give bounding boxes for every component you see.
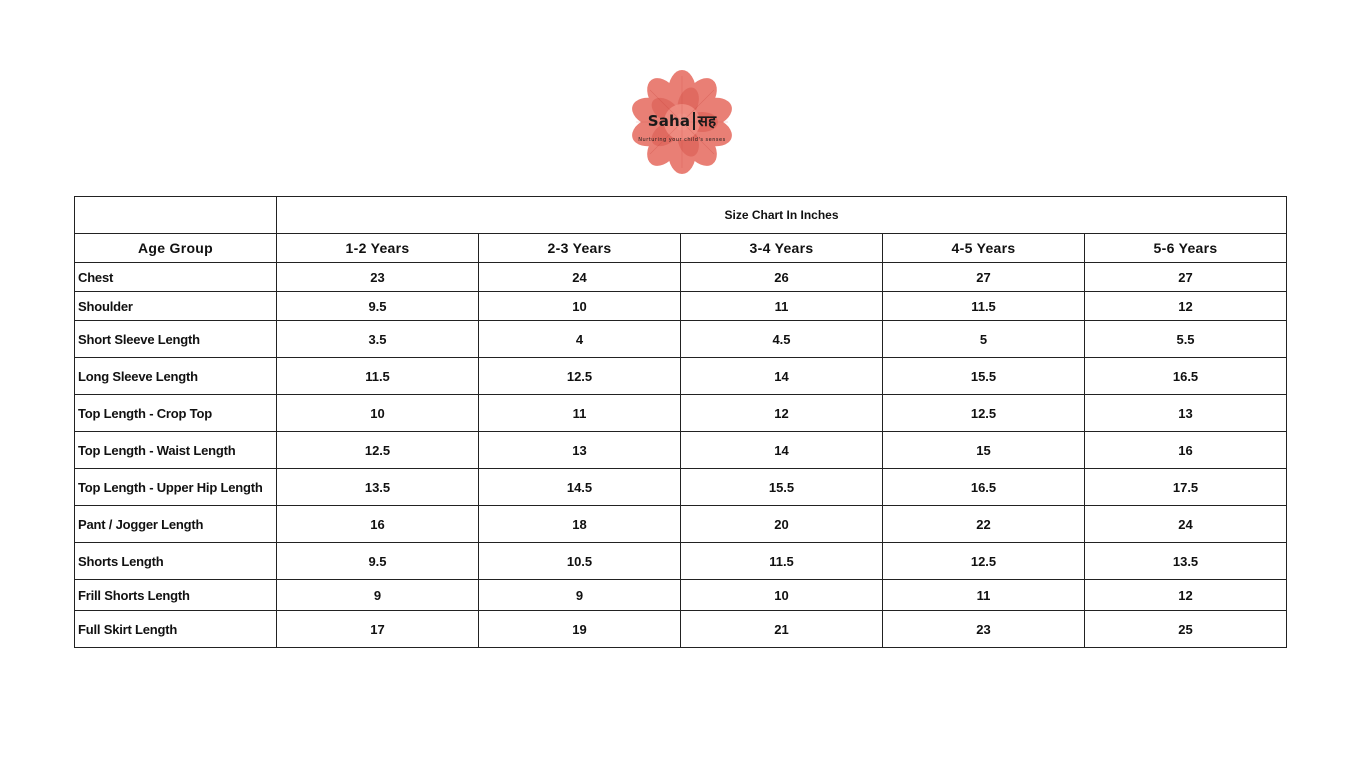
table-cell: 14 bbox=[681, 432, 883, 469]
brand-logo bbox=[628, 70, 736, 174]
table-row bbox=[75, 432, 1287, 469]
table-cell: 11.5 bbox=[883, 292, 1085, 321]
table-cell: 23 bbox=[883, 611, 1085, 648]
table-cell: 21 bbox=[681, 611, 883, 648]
caption-row bbox=[75, 197, 1287, 234]
table-cell: 9 bbox=[479, 580, 681, 611]
table-cell: 12 bbox=[1085, 580, 1287, 611]
table-row bbox=[75, 263, 1287, 292]
header-row-label: Age Group bbox=[75, 234, 277, 263]
table-row bbox=[75, 358, 1287, 395]
table-cell: 19 bbox=[479, 611, 681, 648]
table-cell: 18 bbox=[479, 506, 681, 543]
row-label: Top Length - Waist Length bbox=[75, 432, 277, 469]
header-age-2-3: 2-3 Years bbox=[479, 234, 681, 263]
table-cell: 10 bbox=[277, 395, 479, 432]
table-caption: Size Chart In Inches bbox=[277, 197, 1287, 234]
table-cell: 20 bbox=[681, 506, 883, 543]
table-cell: 10 bbox=[681, 580, 883, 611]
table-row bbox=[75, 543, 1287, 580]
table-cell: 9 bbox=[277, 580, 479, 611]
table-cell: 27 bbox=[883, 263, 1085, 292]
logo-divider bbox=[693, 112, 695, 130]
table-cell: 11 bbox=[883, 580, 1085, 611]
table-cell: 16.5 bbox=[1085, 358, 1287, 395]
table-cell: 25 bbox=[1085, 611, 1287, 648]
table-cell: 23 bbox=[277, 263, 479, 292]
row-label: Frill Shorts Length bbox=[75, 580, 277, 611]
table-cell: 10.5 bbox=[479, 543, 681, 580]
row-label: Shorts Length bbox=[75, 543, 277, 580]
header-age-5-6: 5-6 Years bbox=[1085, 234, 1287, 263]
logo-wordmark-latin: Saha bbox=[647, 112, 691, 130]
logo-tagline: Nurturing your child's senses bbox=[638, 137, 726, 143]
table-row bbox=[75, 611, 1287, 648]
table-cell: 15.5 bbox=[681, 469, 883, 506]
table-cell: 12 bbox=[681, 395, 883, 432]
table-cell: 17 bbox=[277, 611, 479, 648]
header-age-1-2: 1-2 Years bbox=[277, 234, 479, 263]
table-cell: 4 bbox=[479, 321, 681, 358]
table-cell: 11 bbox=[479, 395, 681, 432]
table-cell: 13 bbox=[1085, 395, 1287, 432]
table-cell: 24 bbox=[1085, 506, 1287, 543]
row-label: Top Length - Crop Top bbox=[75, 395, 277, 432]
table-cell: 12.5 bbox=[277, 432, 479, 469]
size-chart-table bbox=[74, 196, 1287, 648]
table-cell: 16.5 bbox=[883, 469, 1085, 506]
table-cell: 22 bbox=[883, 506, 1085, 543]
row-label: Pant / Jogger Length bbox=[75, 506, 277, 543]
row-label: Short Sleeve Length bbox=[75, 321, 277, 358]
header-age-4-5: 4-5 Years bbox=[883, 234, 1085, 263]
table-cell: 9.5 bbox=[277, 292, 479, 321]
row-label: Long Sleeve Length bbox=[75, 358, 277, 395]
table-cell: 17.5 bbox=[1085, 469, 1287, 506]
table-cell: 12.5 bbox=[479, 358, 681, 395]
table-cell: 13 bbox=[479, 432, 681, 469]
table-cell: 11.5 bbox=[277, 358, 479, 395]
table-cell: 5.5 bbox=[1085, 321, 1287, 358]
row-label: Chest bbox=[75, 263, 277, 292]
row-label: Top Length - Upper Hip Length bbox=[75, 469, 277, 506]
header-age-3-4: 3-4 Years bbox=[681, 234, 883, 263]
table-row bbox=[75, 580, 1287, 611]
caption-blank-cell bbox=[75, 197, 277, 234]
table-cell: 15 bbox=[883, 432, 1085, 469]
row-label: Shoulder bbox=[75, 292, 277, 321]
header-row bbox=[75, 234, 1287, 263]
table-row bbox=[75, 506, 1287, 543]
table-cell: 5 bbox=[883, 321, 1085, 358]
table-row bbox=[75, 292, 1287, 321]
row-label: Full Skirt Length bbox=[75, 611, 277, 648]
table-cell: 26 bbox=[681, 263, 883, 292]
table-cell: 12.5 bbox=[883, 395, 1085, 432]
table-cell: 12 bbox=[1085, 292, 1287, 321]
table-cell: 11 bbox=[681, 292, 883, 321]
table-row bbox=[75, 395, 1287, 432]
table-cell: 14 bbox=[681, 358, 883, 395]
table-cell: 3.5 bbox=[277, 321, 479, 358]
table-cell: 9.5 bbox=[277, 543, 479, 580]
table-cell: 13.5 bbox=[1085, 543, 1287, 580]
table-cell: 4.5 bbox=[681, 321, 883, 358]
table-cell: 16 bbox=[277, 506, 479, 543]
table-row bbox=[75, 469, 1287, 506]
table-cell: 16 bbox=[1085, 432, 1287, 469]
table-row bbox=[75, 321, 1287, 358]
table-cell: 13.5 bbox=[277, 469, 479, 506]
table-cell: 10 bbox=[479, 292, 681, 321]
table-cell: 11.5 bbox=[681, 543, 883, 580]
logo-wordmark-devanagari: सह bbox=[697, 112, 717, 130]
table-cell: 14.5 bbox=[479, 469, 681, 506]
table-cell: 15.5 bbox=[883, 358, 1085, 395]
table-cell: 27 bbox=[1085, 263, 1287, 292]
logo-wordmark bbox=[628, 111, 736, 131]
table-cell: 12.5 bbox=[883, 543, 1085, 580]
table-cell: 24 bbox=[479, 263, 681, 292]
